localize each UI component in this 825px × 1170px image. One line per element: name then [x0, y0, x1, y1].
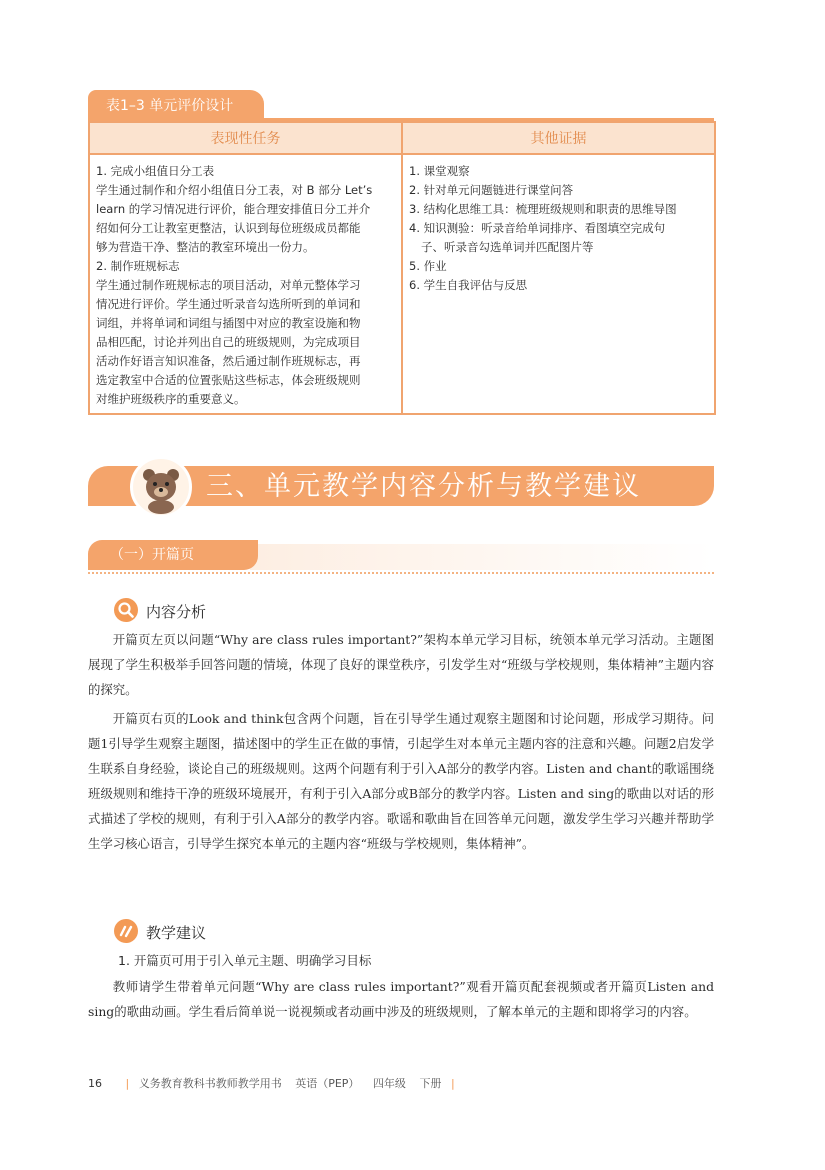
magnifier-icon — [114, 598, 138, 622]
cell-line: 活动作好语言知识准备，然后通过制作班规标志，再 — [96, 354, 361, 368]
cell-line: 2. 针对单元问题链进行课堂问答 — [409, 183, 574, 197]
footer-volume: 下册 — [419, 1077, 442, 1090]
cell-line: 选定教室中合适的位置张贴这些标志，体会班级规则 — [96, 373, 361, 387]
col-header-other-evidence: 其他证据 — [402, 122, 715, 154]
footer-subject: 英语（PEP） — [295, 1077, 360, 1090]
subsection-title: （一）开篇页 — [88, 540, 258, 570]
cell-line: 学生通过制作和介绍小组值日分工表，对 B 部分 Let’s — [96, 183, 373, 197]
table-caption: 表1–3 单元评价设计 — [88, 90, 264, 122]
suggestion-subheading: 1. 开篇页可用于引入单元主题、明确学习目标 — [118, 953, 372, 968]
cell-line: 子、听录音勾选单词并匹配图片等 — [421, 240, 594, 254]
cell-line: 1. 完成小组值日分工表 — [96, 164, 215, 178]
suggestion-icon — [114, 919, 138, 943]
bear-mascot-icon — [130, 456, 192, 518]
cell-line: 词组，并将单词和词组与插图中对应的教室设施和物 — [96, 316, 361, 330]
subsection-fade — [250, 544, 714, 570]
footer-series: 义务教育教科书教师教学用书 — [138, 1077, 282, 1090]
cell-line: 1. 课堂观察 — [409, 164, 470, 178]
cell-performance-tasks — [89, 154, 402, 414]
cell-other-evidence — [402, 154, 715, 414]
evaluation-table — [88, 121, 716, 415]
footer-separator: | — [450, 1077, 455, 1090]
footer-grade: 四年级 — [372, 1077, 406, 1090]
cell-line: 3. 结构化思维工具：梳理班级规则和职责的思维导图 — [409, 202, 677, 216]
analysis-paragraph-1: 开篇页左页以问题“Why are class rules important?”架构本单元学习目标，统领本单元学习活动。主题图展现了学生积极举手回答问题的情境，体现了良好的课堂秩序，引发学生对“班级与学校规则，集体精神”主题内容的探究。 — [88, 632, 714, 697]
cell-line: 学生通过制作班规标志的项目活动，对单元整体学习 — [96, 278, 361, 292]
cell-line: learn 的学习情况进行评价，能合理安排值日分工并介 — [96, 202, 371, 216]
cell-line: 5. 作业 — [409, 259, 447, 273]
cell-line: 6. 学生自我评估与反思 — [409, 278, 528, 292]
divider — [88, 572, 714, 574]
content-analysis-heading: 内容分析 — [146, 603, 207, 621]
teaching-suggestions-heading: 教学建议 — [146, 924, 207, 942]
col-header-performance-tasks: 表现性任务 — [89, 122, 402, 154]
analysis-paragraph-2: 开篇页右页的Look and think包含两个问题，旨在引导学生通过观察主题图和讨论问题，形成学习期待。问题1引导学生观察主题图，描述图中的学生正在做的事情，引起学生对本单元主题内容的注意和兴趣。问题2启发学生联系自身经验，谈论自己的班级规则。这两个问题有利于引入A部分的教学内容。Listen and chant的歌谣围绕班级规则和维持干净的班级环境展开，有利于引入A部分或B部分的教学内容。Listen and sing的歌曲以对话的形式描述了学校的规则，有利于引入A部分的教学内容。歌谣和歌曲旨在回答单元问题，激发学生学习兴趣并帮助学生学习核心语言，引导学生探究本单元的主题内容“班级与学校规则，集体精神”。 — [88, 711, 714, 851]
cell-line: 情况进行评价。学生通过听录音勾选所听到的单词和 — [96, 297, 361, 311]
cell-line: 2. 制作班规标志 — [96, 259, 180, 273]
cell-line: 4. 知识测验：听录音给单词排序、看图填空完成句 — [409, 221, 666, 235]
cell-line: 绍如何分工让教室更整洁，认识到每位班级成员都能 — [96, 221, 361, 235]
cell-line: 品相匹配，讨论并列出自己的班级规则，为完成项目 — [96, 335, 361, 349]
suggestion-paragraph: 教师请学生带着单元问题“Why are class rules important?”观看开篇页配套视频或者开篇页Listen and sing的歌曲动画。学生看后简单说一说视频或者动画中涉及的班级规则，了解本单元的主题和即将学习的内容。 — [88, 979, 714, 1019]
footer-separator: | — [125, 1077, 130, 1090]
cell-line: 对维护班级秩序的重要意义。 — [96, 392, 246, 406]
page-footer — [88, 1075, 461, 1091]
cell-line: 够为营造干净、整洁的教室环境出一份力。 — [96, 240, 315, 254]
section-title: 三、单元教学内容分析与教学建议 — [206, 471, 641, 502]
page-number: 16 — [88, 1077, 102, 1090]
